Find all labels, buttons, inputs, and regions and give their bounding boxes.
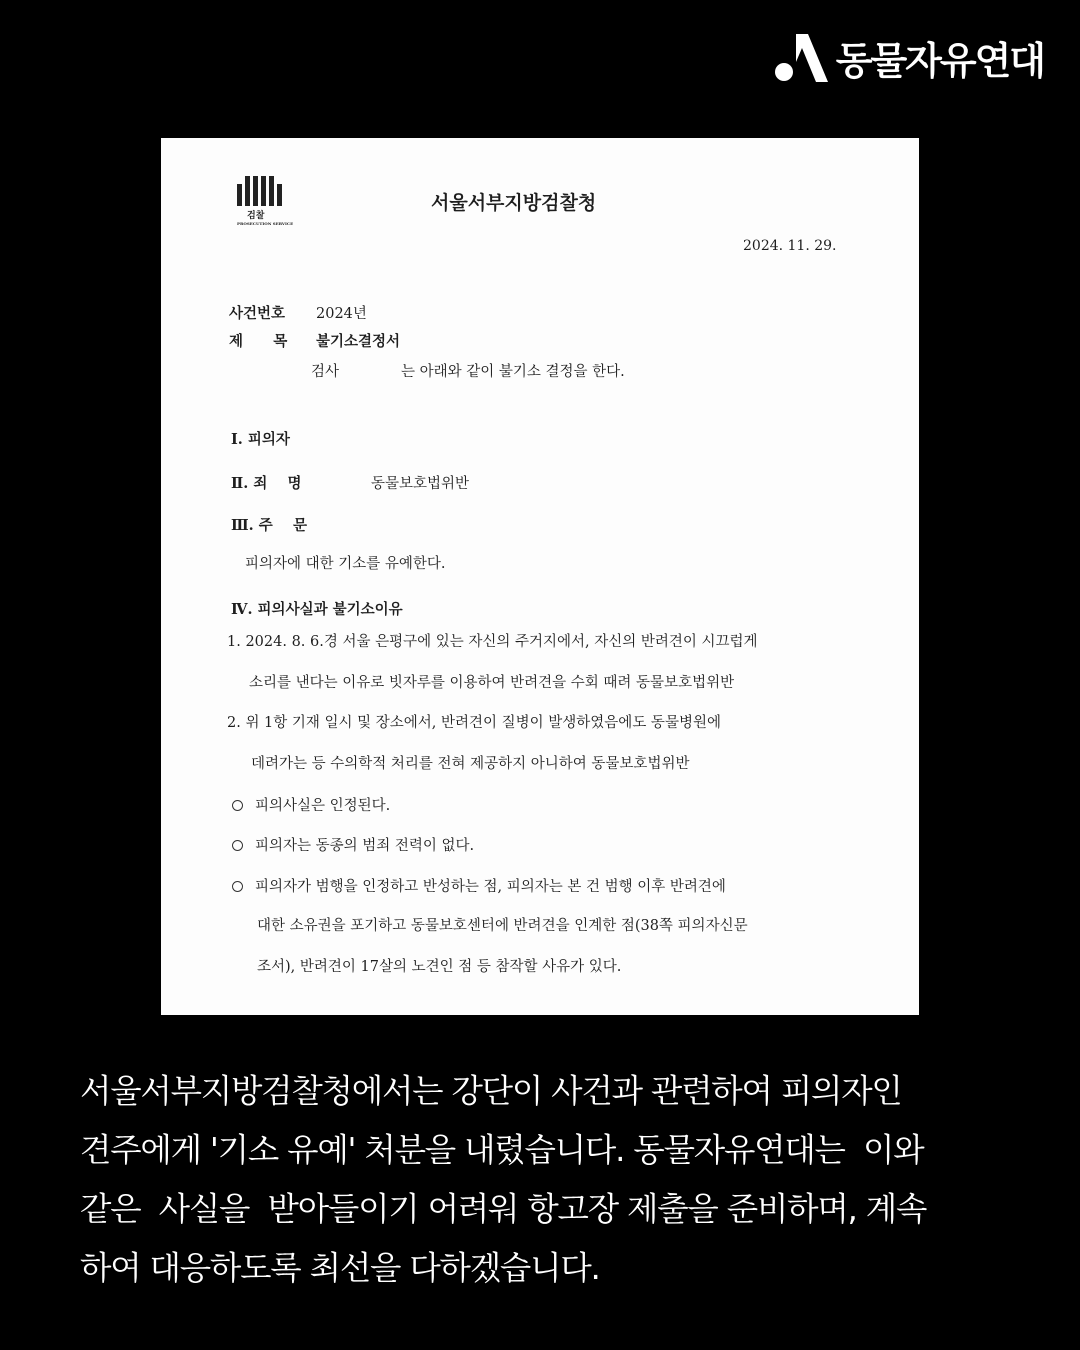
caption-text <box>80 1062 1020 1298</box>
office-title: 서울서부지방검찰청 <box>431 192 597 214</box>
brand-name: 동물자유연대 <box>835 39 1044 83</box>
reason-line: 피의자는 동종의 범죄 전력이 없다. <box>255 838 475 854</box>
fact-line: 1. 2024. 8. 6.경 서울 은평구에 있는 자신의 주거지에서, 자신의 반려견이 시끄럽게 <box>227 634 758 650</box>
non-indictment-document <box>161 138 919 1015</box>
bullet-circle-icon <box>232 800 243 811</box>
section-disposition: Ⅲ. 주 문 <box>231 517 307 534</box>
section-charge-value: 동물보호법위반 <box>371 476 470 492</box>
caption-line: 같은 사실을 받아들이기 어려워 항고장 제출을 준비하며, 계속 <box>80 1190 927 1228</box>
prosecution-emblem-icon <box>237 176 287 206</box>
fact-line: 2. 위 1항 기재 일시 및 장소에서, 반려견이 질병이 발생하였음에도 동물병원에 <box>227 715 721 731</box>
reason-line: 대한 소유권을 포기하고 동물보호센터에 반려견을 인계한 점(38쪽 피의자신문 <box>257 918 748 934</box>
caption-line: 하여 대응하도록 최선을 다하겠습니다. <box>80 1249 600 1287</box>
section-charge-label: Ⅱ. 죄 명 <box>231 475 302 492</box>
case-number-label: 사건번호 <box>229 305 286 322</box>
reason-line: 피의자가 범행을 인정하고 반성하는 점, 피의자는 본 건 범행 이후 반려견에 <box>255 879 726 895</box>
prosecution-emblem <box>237 176 294 226</box>
subject-label: 제 목 <box>229 333 288 350</box>
case-number-value: 2024년 <box>316 306 367 322</box>
bullet-circle-icon <box>232 881 243 892</box>
subject-value: 불기소결정서 <box>316 333 401 350</box>
section-facts-reasons: Ⅳ. 피의사실과 불기소이유 <box>231 601 403 618</box>
fact-line: 소리를 낸다는 이유로 빗자루를 이용하여 반려견을 수회 때려 동물보호법위반 <box>249 675 735 691</box>
animal-freedom-logo-icon <box>774 32 830 84</box>
emblem-english-label: PROSECUTION SERVICE <box>237 221 294 226</box>
reason-line: 피의사실은 인정된다. <box>255 798 391 814</box>
emblem-korean-label: 검찰 <box>247 211 265 221</box>
disposition-text: 피의자에 대한 기소를 유예한다. <box>245 556 446 572</box>
intro-prosecutor: 검사 <box>311 364 340 380</box>
caption-line: 견주에게 '기소 유예' 처분을 내렸습니다. 동물자유연대는 이와 <box>80 1131 924 1169</box>
reason-line: 조서), 반려견이 17살의 노견인 점 등 참작할 사유가 있다. <box>257 959 622 975</box>
section-suspect: Ⅰ. 피의자 <box>231 431 290 448</box>
bullet-circle-icon <box>232 840 243 851</box>
fact-line: 데려가는 등 수의학적 처리를 전혀 제공하지 아니하여 동물보호법위반 <box>251 756 690 772</box>
intro-text: 는 아래와 같이 불기소 결정을 한다. <box>401 364 625 380</box>
document-date: 2024. 11. 29. <box>743 238 837 254</box>
caption-line: 서울서부지방검찰청에서는 강단이 사건과 관련하여 피의자인 <box>80 1072 902 1110</box>
brand-header <box>774 30 1044 85</box>
